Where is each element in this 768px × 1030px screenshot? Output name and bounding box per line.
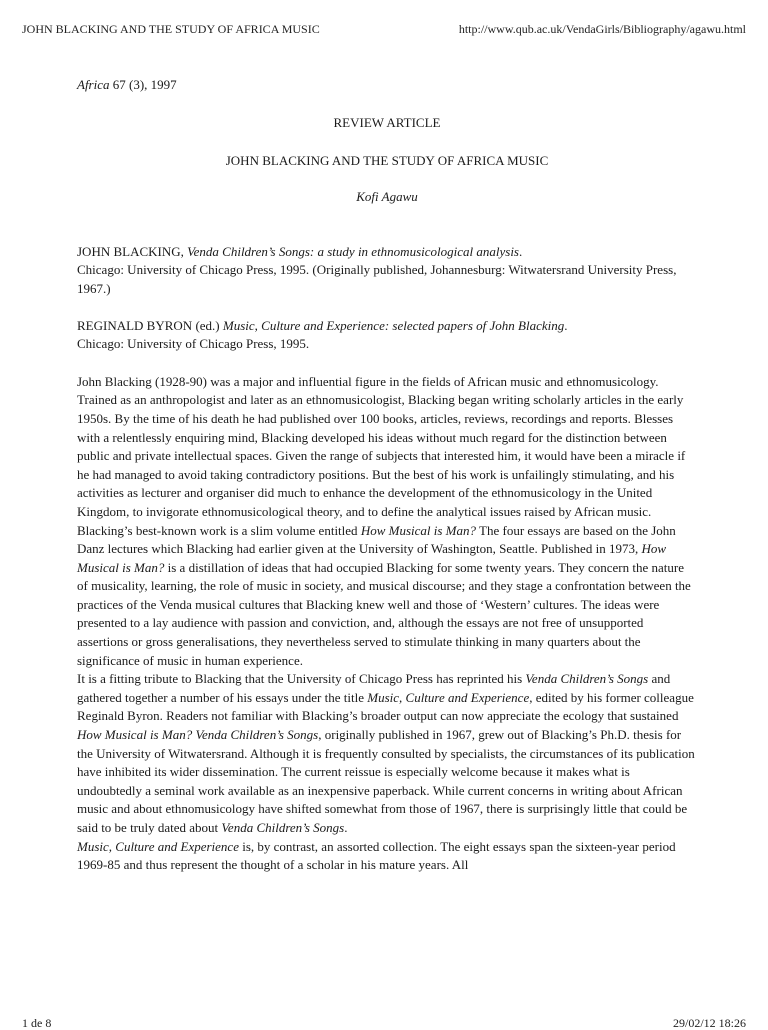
journal-issue: 67 (3), 1997 xyxy=(109,77,177,92)
p3-title-music-culture: Music, Culture and Experience xyxy=(367,689,530,705)
p2-text-c: The four essays are based on the John Danz lectures which Blacking had earlier given at the University of Washington, Seattle. Published in 1973, xyxy=(77,522,676,557)
p2-text-e: is a distillation of ideas that had occupied Blacking for some twenty years. They concern the nature of musicality, learning, the role of music in society, and musical discourse; and they stage a confrontation between the practices of the Venda musical cultures that Blacking knew well and those of ‘Western’ cultures. The ideas were presented to a lay audience with passion and conviction, and, although the essays are not free of unsupported assertions or gross generalisations, they nevertheless served to stimulate thinking in many quarters about the significance of music in human experience. xyxy=(77,559,691,668)
book-1-publication: Chicago: University of Chicago Press, 1995. (Originally published, Johannesburg: Witwatersrand University Press, 1967.) xyxy=(77,262,677,296)
p2-title-how-musical-2: How Musical is Man? xyxy=(77,541,667,575)
book-2-title-end: . xyxy=(564,317,568,333)
p3-text-i: . xyxy=(344,820,348,835)
print-header-title: JOHN BLACKING AND THE STUDY OF AFRICA MUSIC xyxy=(22,22,320,36)
review-label: REVIEW ARTICLE xyxy=(333,115,441,130)
p4-title-music-culture: Music, Culture and Experience xyxy=(77,838,239,854)
p3-title-how-musical-venda: How Musical is Man? Venda Children’s Songs xyxy=(77,727,319,743)
p3-title-venda-2: Venda Children’s Songs xyxy=(221,820,345,835)
paragraph-4 xyxy=(77,838,697,875)
book-1-title-end: . xyxy=(518,243,523,259)
book-2-publication: Chicago: University of Chicago Press, 1995. xyxy=(77,336,310,352)
p3-text-c: and gathered together a number of his essays under the title xyxy=(77,671,671,705)
p2-title-how-musical: How Musical is Man? xyxy=(360,522,477,538)
reviewed-book-2 xyxy=(77,317,697,354)
book-1-title: Venda Children’s Songs: a study in ethnomusicological analysis xyxy=(187,243,519,259)
reviewed-book-1 xyxy=(77,243,697,299)
paragraph-3 xyxy=(77,670,697,837)
journal-citation xyxy=(77,76,697,94)
book-2-title: Music, Culture and Experience: selected papers of John Blacking xyxy=(222,317,565,333)
p3-text-a: It is a fitting tribute to Blacking that the University of Chicago Press has reprinted his xyxy=(77,671,526,687)
p2-text-a: Blacking’s best-known work is a slim volume entitled xyxy=(77,522,361,538)
print-header-url: http://www.qub.ac.uk/VendaGirls/Bibliography/agawu.html xyxy=(458,22,746,36)
author-name: Kofi Agawu xyxy=(356,189,418,205)
journal-name: Africa xyxy=(77,77,110,92)
print-footer xyxy=(22,1016,746,1028)
p3-title-venda: Venda Children’s Songs xyxy=(525,671,649,687)
p3-text-e: , edited by his former colleague Reginald Byron. Readers not familiar with Blacking’s broader output can now appreciate the ecology that sustained xyxy=(77,689,694,724)
page-number: 1 de 8 xyxy=(22,1016,52,1030)
article-title: JOHN BLACKING AND THE STUDY OF AFRICA MUSIC xyxy=(225,152,549,168)
book-2-author: REGINALD BYRON (ed.) xyxy=(77,317,223,333)
print-timestamp: 29/02/12 18:26 xyxy=(672,1016,746,1030)
paragraph-1: John Blacking (1928-90) was a major and influential figure in the fields of African music and ethnomusicology. Trained as an anthropologist and later as an ethnomusicologist, Blacking began writing scholarly articles in the early 1950s. By the time of his death he had published over 100 books, articles, reviews, recordings and reports. Blesses with a relentlessly enquiring mind, Blacking developed his ideas without much regard for the distinction between public and private intellectual spaces. Given the range of subjects that interested him, it would have been a miracle if he had managed to avoid taking contradictory positions. But the best of his work is unfailingly stimulating, and his activities as lecturer and organiser did much to enhance the development of the ethnomusicology in the United Kingdom, to invigorate ethnomusicological theory, and to define the analytical issues raised by African music. xyxy=(77,373,686,519)
print-header xyxy=(22,20,746,38)
p3-text-g: , originally published in 1967, grew out of Blacking’s Ph.D. thesis for the University of Witwatersrand. Although it is frequently consulted by specialists, the circumstances of its publication have inhibited its wider dissemination. The current reissue is especially welcome because it makes what is undoubtedly a seminal work available as an inexpensive paperback. While current concerns in writing about African music and about ethnomusicology have shifted somewhat from those of 1967, there is surprisingly little that could be said to be truly dated about xyxy=(77,727,695,835)
paragraph-2 xyxy=(77,522,697,671)
book-1-author: JOHN BLACKING, xyxy=(77,243,188,259)
p4-text-b: is, by contrast, an assorted collection. The eight essays span the sixteen-year period 1969-85 and thus represent the thought of a scholar in his mature years. All xyxy=(77,838,676,873)
article-body xyxy=(77,76,697,875)
